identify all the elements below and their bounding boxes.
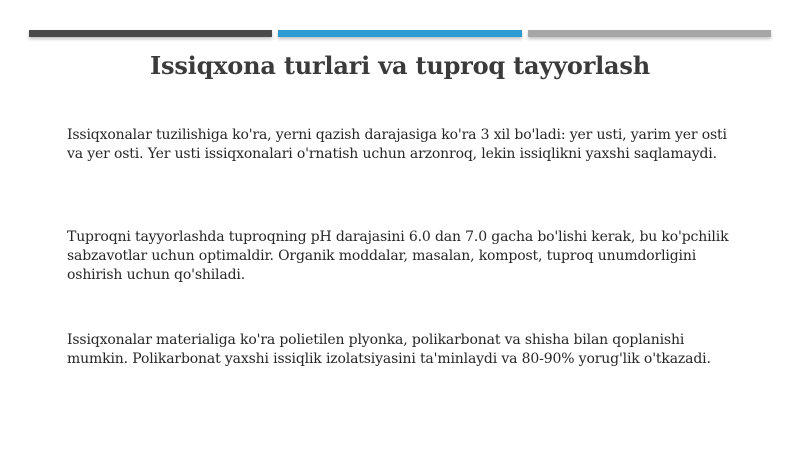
paragraph-soil-preparation: Tuproqni tayyorlashda tuproqning pH darajasini 6.0 dan 7.0 gacha bo'lishi kerak, bu ko'pchilik sabzavotlar uchun optimaldir. Organik moddalar, masalan, kompost, tuproq unumdorligini oshirish uchun qo'shiladi.	[67, 229, 729, 283]
accent-bar-gray	[528, 30, 771, 37]
paragraph-greenhouse-types: Issiqxonalar tuzilishiga ko'ra, yerni qazish darajasiga ko'ra 3 xil bo'ladi: yer usti, yarim yer osti va yer osti. Yer usti issiqxonalari o'rnatish uchun arzonroq, lekin issiqlikni yaxshi saqlamaydi.	[67, 127, 727, 162]
accent-bar-dark	[29, 30, 272, 37]
paragraph-covering-materials: Issiqxonalar materialiga ko'ra polietilen plyonka, polikarbonat va shisha bilan qoplanishi mumkin. Polikarbonat yaxshi issiqlik izolatsiyasini ta'minlaydi va 80-90% yorug'lik o'tkazadi.	[67, 332, 711, 367]
accent-bar-blue	[278, 30, 522, 37]
slide-title: Issiqxona turlari va tuproq tayyorlash	[150, 51, 650, 80]
